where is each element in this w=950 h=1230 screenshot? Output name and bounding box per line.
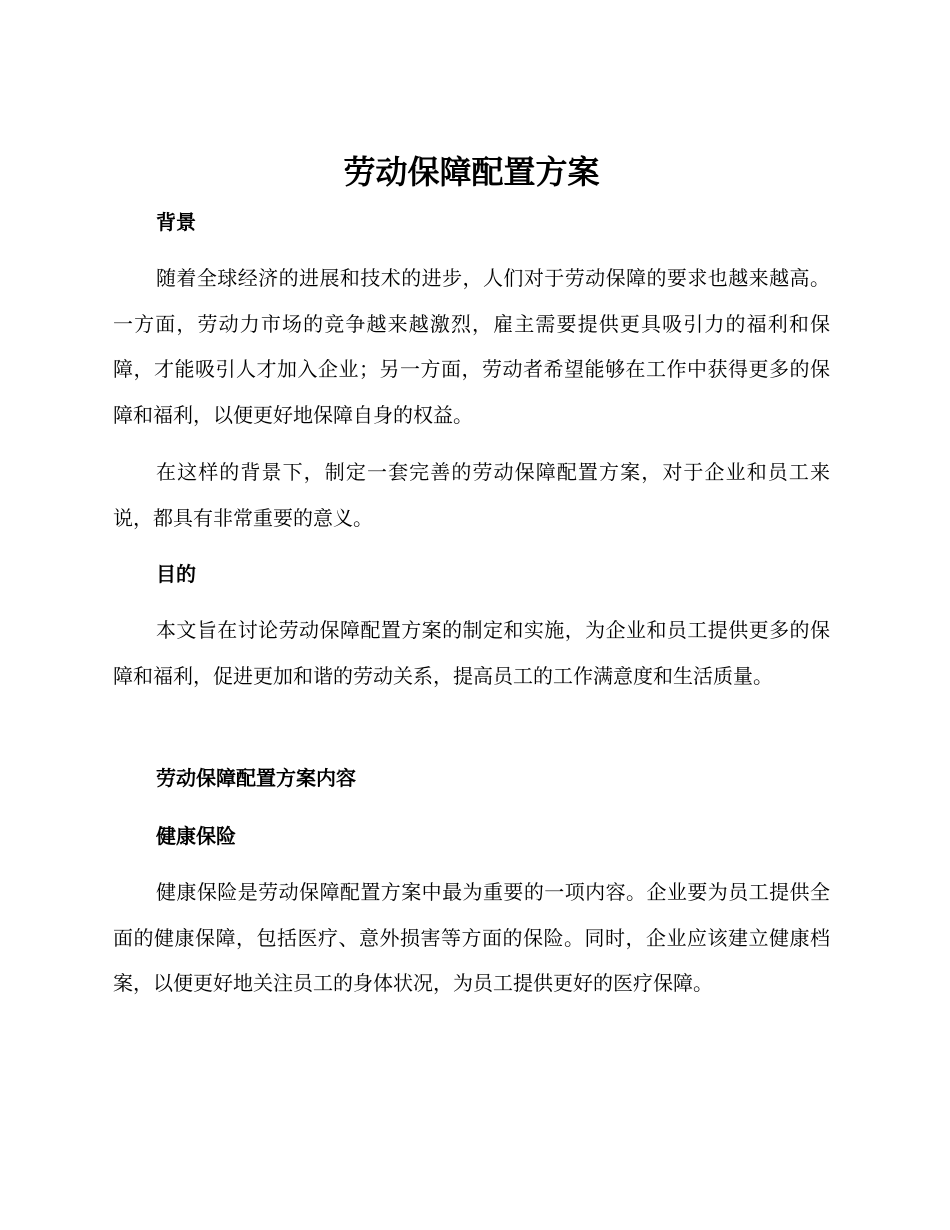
section-heading-background: 背景 — [156, 210, 196, 234]
paragraph-health-insurance-1: 健康保险是劳动保障配置方案中最为重要的一项内容。企业要为员工提供全面的健康保障，包括医疗、意外损害等方面的保险。同时，企业应该建立健康档案，以便更好地关注员工的身体状况，为员工提供更好的医疗保障。 — [113, 880, 830, 995]
paragraph-background-1: 随着全球经济的进展和技术的进步，人们对于劳动保障的要求也越来越高。一方面，劳动力市场的竞争越来越激烈，雇主需要提供更具吸引力的福利和保障，才能吸引人才加入企业；另一方面，劳动者希望能够在工作中获得更多的保障和福利，以便更好地保障自身的权益。 — [113, 266, 830, 427]
paragraph-background-2: 在这样的背景下，制定一套完善的劳动保障配置方案，对于企业和员工来说，都具有非常重要的意义。 — [113, 460, 830, 530]
section-heading-health-insurance: 健康保险 — [156, 824, 236, 848]
section-heading-content: 劳动保障配置方案内容 — [156, 766, 356, 790]
document-title: 劳动保障配置方案 — [343, 153, 600, 191]
paragraph-purpose-1: 本文旨在讨论劳动保障配置方案的制定和实施，为企业和员工提供更多的保障和福利，促进更加和谐的劳动关系，提高员工的工作满意度和生活质量。 — [113, 618, 830, 688]
section-heading-purpose: 目的 — [156, 562, 196, 586]
